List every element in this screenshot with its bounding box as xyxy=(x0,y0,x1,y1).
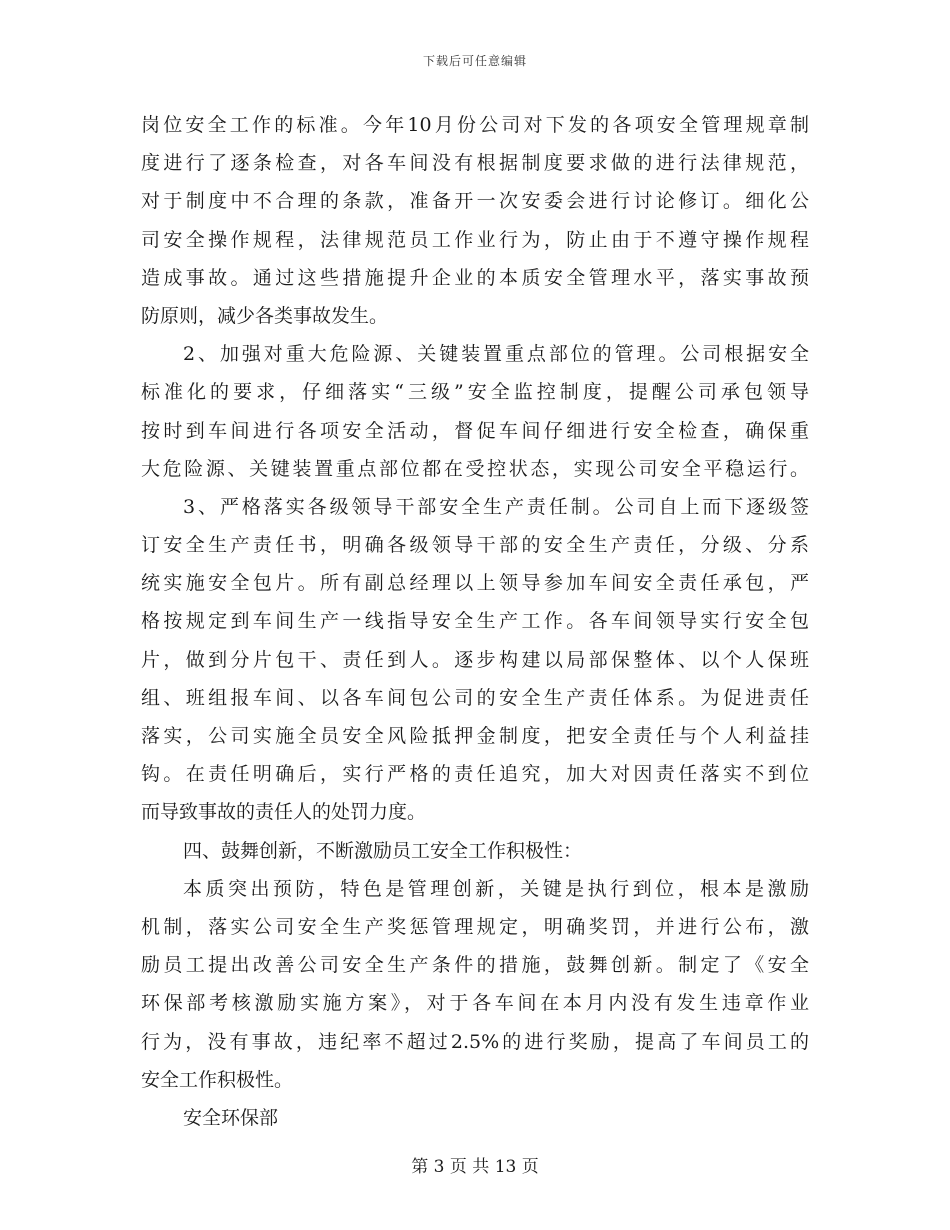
total-pages: 13 xyxy=(494,1157,517,1177)
text-line: 而导致事故的责任人的处罚力度。 xyxy=(141,801,427,824)
signature-department: 安全环保部 xyxy=(183,1106,279,1129)
text-line: 组、班组报车间、以各车间包公司的安全生产责任体系。为促进责任 xyxy=(141,686,809,709)
text-line: 标准化的要求，仔细落实“三级”安全监控制度，提醒公司承包领导 xyxy=(141,381,809,404)
text-line: 格按规定到车间生产一线指导安全生产工作。各车间领导实行安全包 xyxy=(141,610,809,633)
text-line: 行为，没有事故，违纪率不超过2.5%的进行奖励，提高了车间员工的 xyxy=(141,1030,809,1053)
text-line: 度进行了逐条检查，对各车间没有根据制度要求做的进行法律规范， xyxy=(141,152,809,175)
footer-prefix: 第 xyxy=(411,1157,429,1177)
text-line: 造成事故。通过这些措施提升企业的本质安全管理水平，落实事故预 xyxy=(141,266,809,289)
footer-middle: 页 xyxy=(449,1157,467,1177)
text-line: 本质突出预防，特色是管理创新，关键是执行到位，根本是激励 xyxy=(183,877,809,900)
text-line: 3、严格落实各级领导干部安全生产责任制。公司自上而下逐级签 xyxy=(183,495,809,518)
text-line: 片，做到分片包干、责任到人。逐步构建以局部保整体、以个人保班 xyxy=(141,648,809,671)
text-line: 机制，落实公司安全生产奖惩管理规定，明确奖罚，并进行公布，激 xyxy=(141,915,809,938)
text-line: 岗位安全工作的标准。今年10月份公司对下发的各项安全管理规章制 xyxy=(141,114,809,136)
footer-suffix: 页 xyxy=(521,1157,539,1177)
text-line: 环保部考核激励实施方案》，对于各车间在本月内没有发生违章作业 xyxy=(141,992,809,1015)
text-line: 钩。在责任明确后，实行严格的责任追究，加大对因责任落实不到位 xyxy=(141,763,809,786)
text-line: 2、加强对重大危险源、关键装置重点部位的管理。公司根据安全 xyxy=(183,343,809,366)
text-line: 励员工提出改善公司安全生产条件的措施，鼓舞创新。制定了《安全 xyxy=(141,954,809,977)
text-line: 统实施安全包片。所有副总经理以上领导参加车间安全责任承包，严 xyxy=(141,572,809,595)
text-line: 对于制度中不合理的条款，准备开一次安委会进行讨论修订。细化公 xyxy=(141,190,809,213)
text-line: 大危险源、关键装置重点部位都在受控状态，实现公司安全平稳运行。 xyxy=(141,457,809,480)
text-line: 安全工作积极性。 xyxy=(141,1068,294,1091)
page-number: 3 xyxy=(433,1157,445,1177)
text-line: 防原则，减少各类事故发生。 xyxy=(141,304,389,327)
page-footer xyxy=(0,1152,950,1177)
text-line: 司安全操作规程，法律规范员工作业行为，防止由于不遵守操作规程 xyxy=(141,228,809,251)
page-header: 下载后可任意编辑 xyxy=(422,54,527,68)
section-heading: 四、鼓舞创新，不断激励员工安全工作积极性： xyxy=(183,839,583,862)
document-body xyxy=(141,106,809,1137)
text-line: 落实，公司实施全员安全风险抵押金制度，把安全责任与个人利益挂 xyxy=(141,725,809,747)
footer-total-label: 共 xyxy=(472,1157,490,1177)
text-line: 订安全生产责任书，明确各级领导干部的安全生产责任，分级、分系 xyxy=(141,534,809,557)
text-line: 按时到车间进行各项安全活动，督促车间仔细进行安全检查，确保重 xyxy=(141,419,809,442)
